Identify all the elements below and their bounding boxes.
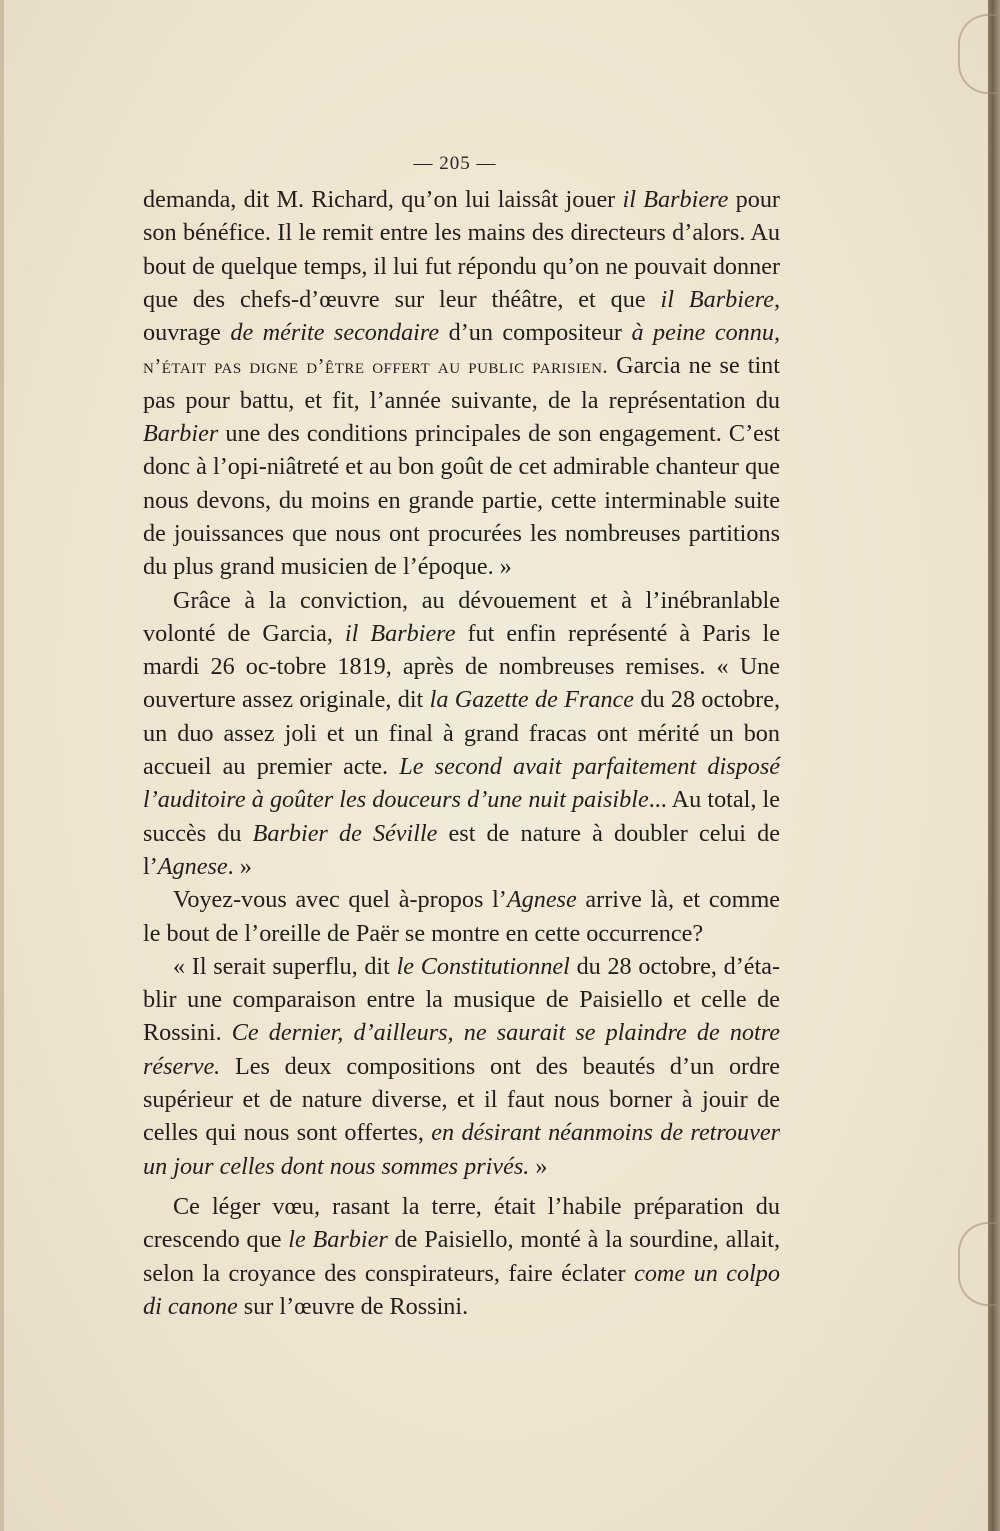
italic-text: Agnese bbox=[506, 886, 577, 914]
italic-text: en désirant néanmoins de retrouver un jour celles dont nous sommes privés. bbox=[143, 1119, 780, 1180]
paper-clip-mark-top bbox=[958, 14, 1000, 94]
body-text bbox=[143, 183, 780, 1323]
text-run: Voyez-vous avec quel à-propos l’ bbox=[173, 886, 507, 914]
text-run: sur l’œuvre de Rossini. bbox=[237, 1292, 469, 1320]
paragraph-p4 bbox=[143, 950, 780, 1183]
page-gutter bbox=[0, 0, 4, 1531]
italic-text: la Gazette de France bbox=[429, 686, 635, 714]
text-run: Les deux compositions ont des beautés d’un ordre supérieur et de nature diverse, et il faut nous borner à jouir de celles qui nous sont offertes, bbox=[143, 1052, 780, 1147]
text-run: du 28 octobre, d’éta-blir une comparaison entre la musique de Paisiello et celle de Rossini. bbox=[143, 952, 781, 1047]
italic-text: le Constitutionnel bbox=[396, 952, 570, 980]
text-run: est de nature à doubler celui de l’ bbox=[143, 819, 780, 880]
text-run: ouvrage bbox=[143, 319, 231, 347]
italic-text: de mérite secondaire bbox=[230, 319, 440, 347]
text-run: pour son bénéfice. Il le remit entre les mains des directeurs d’alors. Au bout de quelque temps, il lui fut répondu qu’on ne pouvait donner que des chefs-d’œuvre sur leur théâtre, et que bbox=[143, 186, 780, 313]
italic-text: Barbier bbox=[143, 420, 219, 448]
text-run: » bbox=[529, 1152, 548, 1180]
italic-text: il Barbiere, bbox=[660, 285, 780, 313]
text-run: arrive là, et comme le bout de l’oreille de Paër se montre en cette occurrence? bbox=[143, 886, 781, 947]
paper-clip-mark-bottom bbox=[958, 1222, 1000, 1306]
text-run: Garcia ne se tint pas pour battu, et fit, l’année suivante, de la représentation du bbox=[143, 352, 780, 414]
small-caps-text: n’était pas digne d’être offert au public parisien. bbox=[143, 354, 609, 379]
text-run: fut enfin représenté à Paris le mardi 26 oc-tobre 1819, après de nombreuses remises. « Une ouverture assez originale, dit bbox=[143, 619, 780, 714]
text-run: ... Au total, le succès du bbox=[143, 786, 780, 847]
italic-text: à peine connu, bbox=[631, 319, 781, 347]
paragraph-p1 bbox=[143, 183, 780, 584]
italic-text: il Barbiere bbox=[344, 619, 456, 647]
paragraph-p2 bbox=[143, 584, 780, 884]
text-run: . » bbox=[227, 852, 252, 880]
text-run: Grâce à la conviction, au dévouement et à l’inébranlable volonté de Garcia, bbox=[143, 586, 780, 647]
text-run: « Il serait superflu, dit bbox=[173, 952, 397, 980]
italic-text: le Barbier bbox=[288, 1226, 388, 1254]
text-run: Ce léger vœu, rasant la terre, était l’habile préparation du crescendo que bbox=[143, 1192, 780, 1254]
italic-text: Agnese bbox=[157, 852, 228, 880]
paragraph-p3 bbox=[143, 883, 780, 950]
italic-text: Barbier de Séville bbox=[252, 819, 438, 847]
italic-text: Le second avait parfaitement disposé l’auditoire à goûter les douceurs d’une nuit paisible bbox=[143, 753, 780, 814]
text-run: une des conditions principales de son engagement. C’est donc à l’opi-niâtreté et au bon goût de cet admirable chanteur que nous devons, du moins en grande partie, cette interminable suite de jouissances que nous ont procurées les nombreuses partitions du plus grand musicien de l’époque. » bbox=[143, 420, 780, 581]
paragraph-p5 bbox=[143, 1190, 780, 1323]
text-run: de Paisiello, monté à la sourdine, allait, selon la croyance des conspirateurs, faire éclater bbox=[143, 1226, 780, 1287]
text-run: d’un compositeur bbox=[439, 319, 632, 347]
page-number: — 205 — bbox=[413, 153, 497, 174]
italic-text: come un colpo di canone bbox=[143, 1259, 780, 1320]
italic-text: il Barbiere bbox=[622, 186, 729, 213]
text-run: du 28 octobre, un duo assez joli et un final à grand fracas ont mérité un bon accueil au premier acte. bbox=[143, 686, 781, 781]
text-run: demanda, dit M. Richard, qu’on lui laissât jouer bbox=[143, 186, 623, 213]
italic-text: Ce dernier, d’ailleurs, ne saurait se plaindre de notre réserve. bbox=[143, 1019, 780, 1080]
